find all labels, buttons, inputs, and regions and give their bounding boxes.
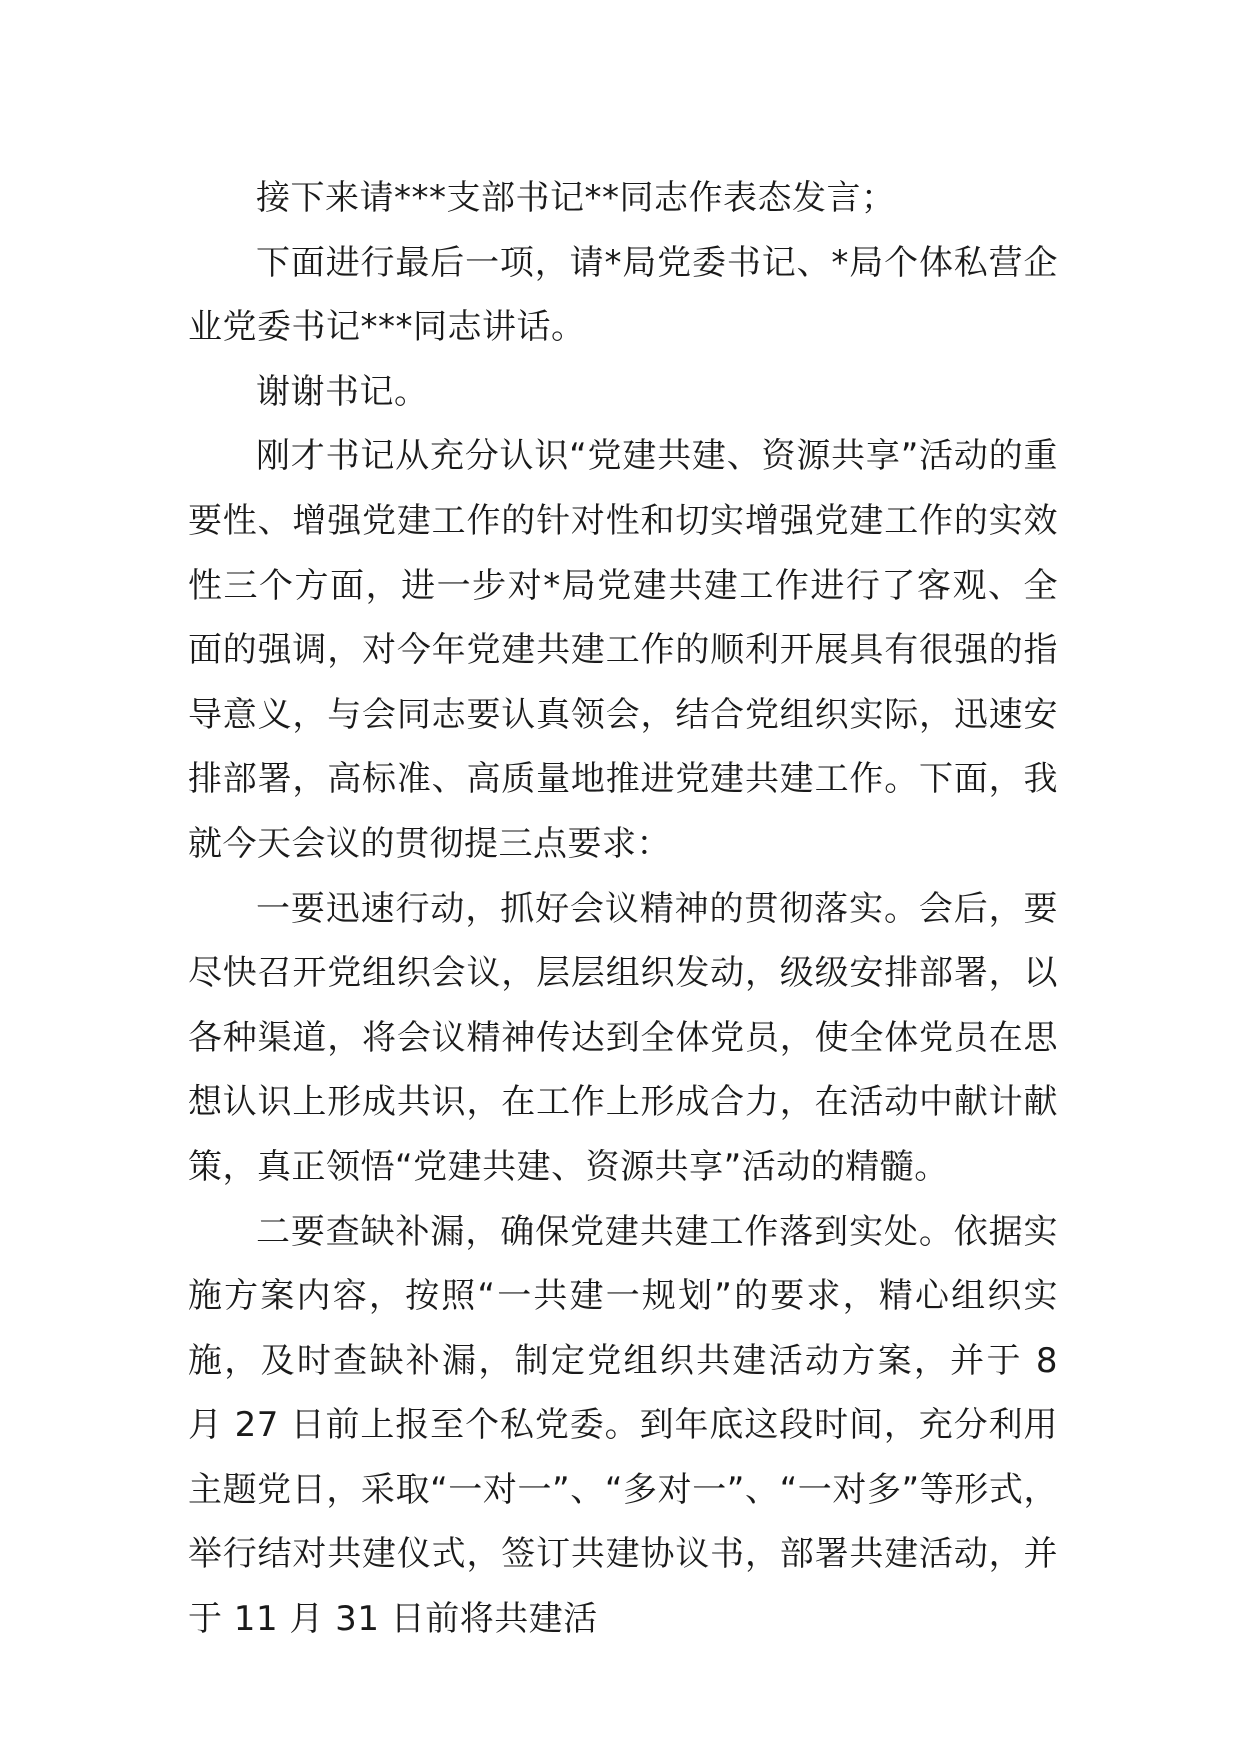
paragraph-statement-invite: 接下来请***支部书记**同志作表态发言； [256, 178, 896, 218]
paragraph-requirement-two: 二要查缺补漏，确保党建共建工作落到实处。依据实施方案内容，按照“一共建一规划”的要求，精心组织实施，及时查缺补漏，制定党组织共建活动方案，并于 8 月 27 日前上报至个私党委。到年底这段时间，充分利用主题党日，采取“一对一”、“多对一”、“一对多”等形式，举行结对共建仪式，签订共建协议书，部署共建活动，并于 11 月 31 日前将共建活 [188, 1211, 1058, 1640]
paragraph-thanks: 谢谢书记。 [256, 371, 429, 412]
paragraph-summary: 刚才书记从充分认识“党建共建、资源共享”活动的重要性、增强党建工作的针对性和切实增强党建工作的实效性三个方面，进一步对*局党建共建工作进行了客观、全面的强调，对今年党建共建工作的顺利开展具有很强的指导意义，与会同志要认真领会，结合党组织实际，迅速安排部署，高标准、高质量地推进党建共建工作。下面，我就今天会议的贯彻提三点要求： [188, 436, 1058, 864]
paragraph-final-item: 下面进行最后一项，请*局党委书记、*局个体私营企业党委书记***同志讲话。 [188, 242, 1058, 348]
document-body [188, 166, 1058, 1652]
paragraph-requirement-one: 一要迅速行动，抓好会议精神的贯彻落实。会后，要尽快召开党组织会议，层层组织发动，级级安排部署，以各种渠道，将会议精神传达到全体党员，使全体党员在思想认识上形成共识，在工作上形成合力，在活动中献计献策，真正领悟“党建共建、资源共享”活动的精髓。 [188, 888, 1058, 1187]
